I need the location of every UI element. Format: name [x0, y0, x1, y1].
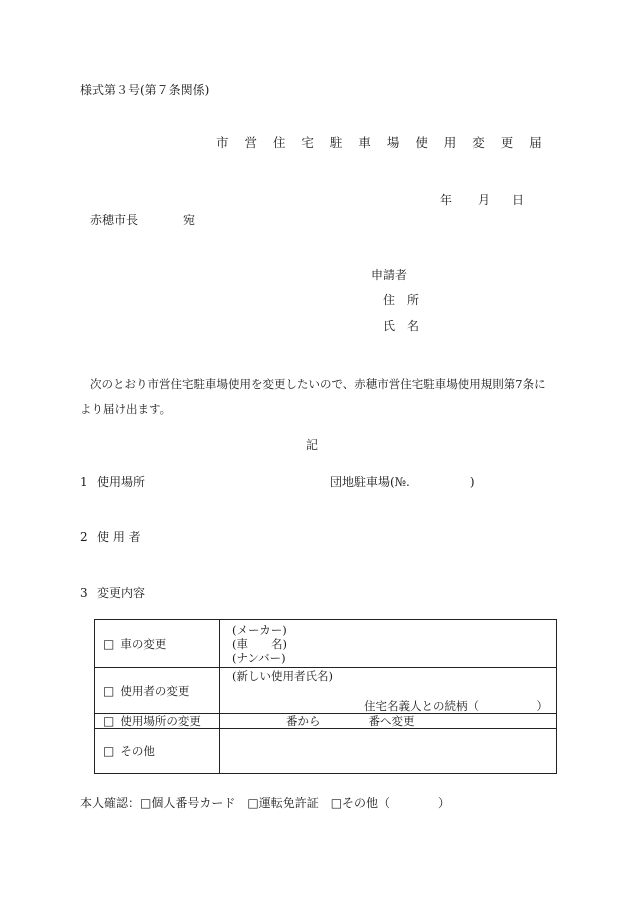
vehicle-change-checkbox[interactable]: □	[103, 636, 115, 651]
date-day: 日	[512, 193, 525, 207]
identity-option-other[interactable]: □その他（ ）	[330, 796, 451, 810]
date-year: 年	[440, 193, 453, 207]
form-number: 様式第３号(第７条関係)	[80, 83, 210, 97]
vehicle-change-label-cell	[95, 620, 220, 668]
other-label-cell	[95, 729, 220, 774]
vehicle-change-details-cell	[220, 620, 557, 668]
body-text-line1: 次のとおり市営住宅駐車場使用を変更したいので、赤穂市営住宅駐車場使用規則第7条に	[90, 377, 546, 391]
table-row-user-change	[95, 668, 557, 714]
applicant-heading: 申請者	[371, 268, 408, 282]
applicant-name-label: 氏 名	[383, 319, 420, 333]
user-change-details-cell	[220, 668, 557, 714]
place-change-label: 使用場所の変更	[120, 714, 201, 728]
item3-number: 3	[80, 586, 88, 600]
other-details-cell	[220, 729, 557, 774]
document-title: 市 営 住 宅 駐 車 場 使 用 変 更 届	[216, 135, 548, 150]
place-change-label-cell	[95, 714, 220, 729]
table-row-vehicle-change	[95, 620, 557, 668]
place-to-text: 番へ変更	[368, 714, 415, 728]
identity-check-label: 本人確認：	[80, 796, 141, 810]
identity-option-drivers-license[interactable]: □運転免許証	[247, 796, 319, 810]
identity-check	[80, 796, 450, 810]
vehicle-change-label: 車の変更	[120, 636, 167, 651]
other-label: その他	[120, 744, 155, 758]
item1-label: 使用場所	[97, 475, 146, 489]
user-change-checkbox[interactable]: □	[103, 683, 115, 698]
other-checkbox[interactable]: □	[103, 744, 115, 758]
change-content-table	[94, 619, 557, 774]
user-change-label: 使用者の変更	[120, 683, 190, 698]
addressee-name: 赤穂市長	[90, 213, 139, 227]
relation-label: 住宅名義人との続柄（ ）	[364, 699, 548, 713]
table-row-other	[95, 729, 557, 774]
table-row-place-change	[95, 714, 557, 729]
item3-label: 変更内容	[97, 586, 146, 600]
new-user-name-label: (新しい使用者氏名)	[232, 669, 333, 683]
place-from-text: 番から	[286, 714, 321, 728]
applicant-address-label: 住 所	[383, 293, 420, 307]
ki-heading: 記	[306, 438, 319, 452]
identity-option-mynumber-card[interactable]: □個人番号カード	[140, 796, 236, 810]
vehicle-maker-label: (メーカー)	[232, 622, 287, 637]
item2-label: 使 用 者	[97, 530, 141, 544]
user-change-label-cell	[95, 668, 220, 714]
place-change-details-cell	[220, 714, 557, 729]
item1-number: 1	[80, 475, 88, 489]
body-text-line2: より届け出ます。	[80, 402, 172, 416]
vehicle-name-label: (車 名)	[232, 636, 287, 651]
item2-number: 2	[80, 530, 88, 544]
item1-value: 団地駐車場(№. )	[330, 475, 475, 489]
place-change-checkbox[interactable]: □	[103, 714, 115, 728]
addressee-suffix: 宛	[183, 213, 196, 227]
vehicle-number-label: (ナンバー)	[232, 650, 286, 665]
date-month: 月	[478, 193, 491, 207]
